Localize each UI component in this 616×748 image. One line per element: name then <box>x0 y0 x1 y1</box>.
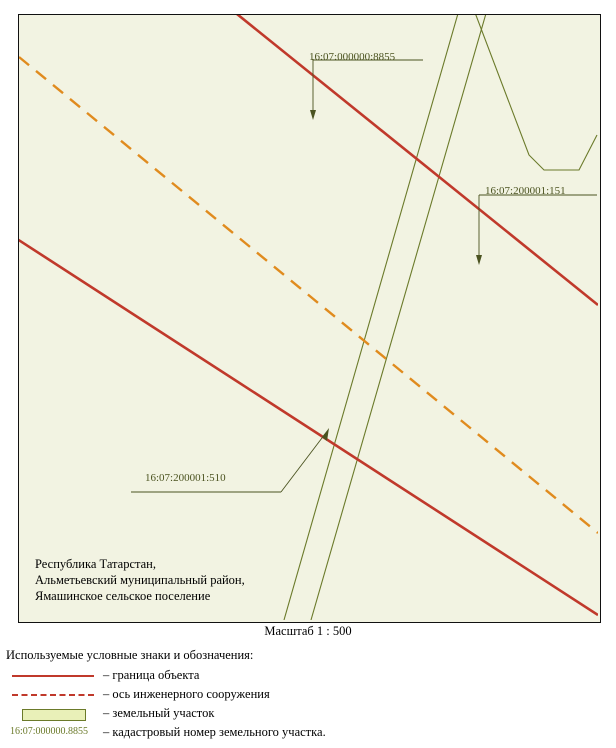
solid-red-line-icon <box>6 669 98 683</box>
place-description <box>35 556 245 604</box>
place-line-3: Ямашинское сельское поселение <box>35 589 211 603</box>
map-label-cadastral-151: 16:07:200001:151 <box>485 185 566 197</box>
map-frame <box>18 14 601 623</box>
map-label-cadastral-510: 16:07:200001:510 <box>145 472 226 484</box>
legend-item-parcel <box>6 704 610 723</box>
legend-item-cadastral <box>6 723 610 742</box>
cadastral-number-sample: 16:07:000000.8855 <box>10 725 89 737</box>
map-label-cadastral-8855: 16:07:000000:8855 <box>309 51 396 63</box>
object-boundary-lines <box>19 15 598 615</box>
map-drawing <box>19 15 598 620</box>
legend-item-parcel-label: – земельный участок <box>103 706 215 720</box>
legend-item-axis <box>6 685 610 704</box>
legend-item-boundary-label: – граница объекта <box>103 668 200 682</box>
legend-item-axis-label: – ось инженерного сооружения <box>103 687 270 701</box>
parcel-lines <box>284 15 597 620</box>
legend-item-cadastral-label: – кадастровый номер земельного участка. <box>103 725 326 739</box>
leader-lines <box>131 59 597 492</box>
place-line-1: Республика Татарстан, <box>35 557 156 571</box>
legend <box>6 648 610 742</box>
map-scale: Масштаб 1 : 500 <box>264 624 352 638</box>
legend-title: Используемые условные знаки и обозначения: <box>6 648 254 662</box>
cadastral-number-icon <box>6 726 98 740</box>
place-line-2: Альметьевский муниципальный район, <box>35 573 245 587</box>
legend-item-boundary <box>6 666 610 685</box>
parcel-polygon-icon <box>6 707 98 721</box>
dashed-red-line-icon <box>6 688 98 702</box>
